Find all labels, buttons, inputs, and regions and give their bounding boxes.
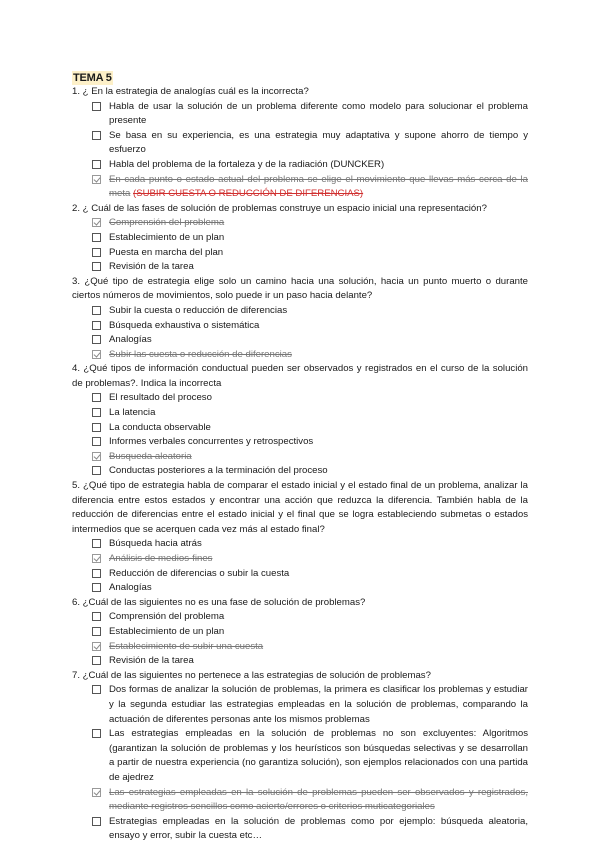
checkbox-icon[interactable] <box>92 466 101 475</box>
answer-option[interactable] <box>92 100 528 129</box>
option-text-wrap <box>109 815 528 844</box>
option-text-wrap <box>109 640 528 655</box>
options-list <box>92 537 528 595</box>
checkbox-icon[interactable] <box>92 393 101 402</box>
option-text-wrap <box>109 567 528 582</box>
answer-option[interactable] <box>92 552 528 567</box>
option-text: El resultado del proceso <box>109 392 212 404</box>
answer-option[interactable] <box>92 786 528 815</box>
checked-checkbox-icon[interactable] <box>92 642 101 651</box>
option-text: Subir las cuesta o reducción de diferencias <box>109 348 292 360</box>
checkbox-icon[interactable] <box>92 729 101 738</box>
answer-option[interactable] <box>92 435 528 450</box>
answer-option[interactable] <box>92 216 528 231</box>
answer-option[interactable] <box>92 231 528 246</box>
checkbox-icon[interactable] <box>92 408 101 417</box>
option-text: Estrategias empleadas en la solución de problemas como por ejemplo: búsqueda aleatoria, ensayo y error, subir la cuesta etc… <box>109 815 528 842</box>
answer-option[interactable] <box>92 319 528 334</box>
option-text: Busqueda aleatoria <box>109 450 192 462</box>
option-text: Se basa en su experiencia, es una estrategia muy adaptativa y supone ahorro de tiempo y esfuerzo <box>109 129 528 156</box>
option-text-wrap <box>109 552 528 567</box>
answer-option[interactable] <box>92 640 528 655</box>
option-text-wrap <box>109 581 528 596</box>
checked-checkbox-icon[interactable] <box>92 218 101 227</box>
answer-option[interactable] <box>92 406 528 421</box>
option-text: Dos formas de analizar la solución de problemas, la primera es clasificar los problemas y estudiar y la segunda estudiar las estrategias empleadas en la solución de problemas, comparando la actuación de diferentes personas ante los mismos problemas <box>109 684 528 725</box>
option-text: Reducción de diferencias o subir la cuesta <box>109 567 290 579</box>
option-text-wrap <box>109 348 528 363</box>
option-text-wrap <box>109 319 528 334</box>
checkbox-icon[interactable] <box>92 612 101 621</box>
answer-note: (SUBIR CUESTA O REDUCCIÓN DE DIFERENCIAS) <box>133 188 364 200</box>
checkbox-icon[interactable] <box>92 306 101 315</box>
option-text: Subir la cuesta o reducción de diferencias <box>109 304 288 316</box>
checkbox-icon[interactable] <box>92 685 101 694</box>
checked-checkbox-icon[interactable] <box>92 452 101 461</box>
option-text: Establecimiento de un plan <box>109 231 225 243</box>
answer-option[interactable] <box>92 450 528 465</box>
question-3: 3. ¿Qué tipo de estrategia elige solo un camino hacia una solución, hacia un punto muerto o durante ciertos números de movimientos, solo puede ir un paso hacia delante? <box>72 275 528 302</box>
option-text-wrap <box>109 421 528 436</box>
answer-option[interactable] <box>92 567 528 582</box>
option-text-wrap <box>109 625 528 640</box>
option-text-wrap <box>109 786 528 815</box>
option-text: Búsqueda exhaustiva o sistemática <box>109 319 260 331</box>
answer-option[interactable] <box>92 683 528 727</box>
option-text: Las estrategias empleadas en la solución de problemas pueden ser observados y registrados, mediante registros sencillos como acierto/errores o criterios muticategoriales <box>109 786 528 813</box>
checkbox-icon[interactable] <box>92 583 101 592</box>
answer-option[interactable] <box>92 260 528 275</box>
option-text: Analogías <box>109 334 152 346</box>
option-text: Las estrategias empleadas en la solución de problemas no son excluyentes: Algoritmos (garantizan la solución de problemas y los heurísticos son búsquedas selectivas y se desarrollan a partir de nuestra experiencia (no garantiza solución), son ejemplos relacionados con una partida de ajedrez <box>109 728 528 783</box>
option-text-wrap <box>109 391 528 406</box>
checkbox-icon[interactable] <box>92 160 101 169</box>
option-text-wrap <box>109 406 528 421</box>
option-text-wrap <box>109 100 528 129</box>
options-list <box>92 304 528 362</box>
option-text-wrap <box>109 260 528 275</box>
checkbox-icon[interactable] <box>92 248 101 257</box>
option-text-wrap <box>109 654 528 669</box>
option-text-wrap <box>109 464 528 479</box>
checkbox-icon[interactable] <box>92 569 101 578</box>
option-text: Habla de usar la solución de un problema diferente como modelo para solucionar el problema presente <box>109 100 528 127</box>
checkbox-icon[interactable] <box>92 656 101 665</box>
question-2: 2. ¿ Cuál de las fases de solución de problemas construye un espacio inicial una representación? <box>72 202 487 214</box>
checked-checkbox-icon[interactable] <box>92 788 101 797</box>
answer-option[interactable] <box>92 333 528 348</box>
options-list <box>92 683 528 844</box>
answer-option[interactable] <box>92 421 528 436</box>
option-text: La conducta observable <box>109 421 211 433</box>
option-text: Revisión de la tarea <box>109 261 194 273</box>
option-text: Revisión de la tarea <box>109 655 194 667</box>
option-text: Establecimiento de un plan <box>109 625 225 637</box>
answer-option[interactable] <box>92 348 528 363</box>
answer-option[interactable] <box>92 581 528 596</box>
answer-option[interactable] <box>92 727 528 785</box>
checked-checkbox-icon[interactable] <box>92 175 101 184</box>
option-text-wrap <box>109 537 528 552</box>
option-text-wrap <box>109 129 528 158</box>
answer-option[interactable] <box>92 391 528 406</box>
checkbox-icon[interactable] <box>92 437 101 446</box>
option-text-wrap <box>109 683 528 727</box>
option-text: Búsqueda hacia atrás <box>109 538 202 550</box>
checkbox-icon[interactable] <box>92 539 101 548</box>
options-list <box>92 610 528 668</box>
option-text: Análisis de medios-fines <box>109 553 213 564</box>
checkbox-icon[interactable] <box>92 335 101 344</box>
option-text: Habla del problema de la fortaleza y de la radiación (DUNCKER) <box>109 158 385 170</box>
option-text-wrap <box>109 304 528 319</box>
answer-option[interactable] <box>92 246 528 261</box>
options-list <box>92 100 528 202</box>
answer-option[interactable] <box>92 625 528 640</box>
answer-option[interactable] <box>92 129 528 158</box>
option-text-wrap <box>109 450 528 465</box>
checkbox-icon[interactable] <box>92 817 101 826</box>
option-text-wrap <box>109 216 528 231</box>
checked-checkbox-icon[interactable] <box>92 350 101 359</box>
option-text-wrap <box>109 158 528 173</box>
option-text-wrap <box>109 246 528 261</box>
question-1: 1. ¿ En la estrategia de analogías cuál es la incorrecta? <box>72 86 309 97</box>
option-text-wrap <box>109 333 528 348</box>
checked-checkbox-icon[interactable] <box>92 554 101 563</box>
question-6: 6. ¿Cuál de las siguientes no es una fase de solución de problemas? <box>72 596 366 608</box>
options-list <box>92 391 528 479</box>
answer-option[interactable] <box>92 610 528 625</box>
option-text-wrap <box>109 173 528 202</box>
option-text-wrap <box>109 727 528 785</box>
answer-option[interactable] <box>92 158 528 173</box>
question-4: 4. ¿Qué tipos de información conductual pueden ser observados y registrados en el curso de la solución de problemas?. Indica la incorrecta <box>72 363 528 389</box>
option-text: Analogías <box>109 582 152 594</box>
checkbox-icon[interactable] <box>92 102 101 111</box>
question-list <box>72 85 528 844</box>
option-text: Comprensión del problema <box>109 611 225 623</box>
option-text-wrap <box>109 231 528 246</box>
answer-option[interactable] <box>92 304 528 319</box>
section-title: TEMA 5 <box>73 72 112 84</box>
options-list <box>92 216 528 274</box>
answer-option[interactable] <box>92 464 528 479</box>
question-5: 5. ¿Qué tipo de estrategia habla de comparar el estado inicial y el estado final de un problema, analizar la diferencia entre estos estados y encontrar una acción que reduzca la diferencia. También habla de la reducción de diferencias entre el estado inicial y el final que se logra estableciendo submetas o estados intermedios que se acerquen cada vez más al estado final? <box>72 480 528 535</box>
option-text: Conductas posteriores a la terminación del proceso <box>109 465 328 477</box>
checkbox-icon[interactable] <box>92 423 101 432</box>
option-text: Establecimiento de subir una cuesta <box>109 640 264 652</box>
answer-option[interactable] <box>92 537 528 552</box>
option-text: Informes verbales concurrentes y retrospectivos <box>109 436 314 448</box>
option-text-wrap <box>109 610 528 625</box>
checkbox-icon[interactable] <box>92 627 101 636</box>
option-text-wrap <box>109 435 528 450</box>
option-text: Puesta en marcha del plan <box>109 246 224 258</box>
answer-option[interactable] <box>92 815 528 844</box>
question-7: 7. ¿Cuál de las siguientes no pertenece a las estrategias de solución de problemas? <box>72 669 431 681</box>
document-page <box>72 71 528 844</box>
checkbox-icon[interactable] <box>92 321 101 330</box>
option-text: En cada punto o estado actual del problema se elige el movimiento que llevas más cerca de la meta <box>109 173 528 200</box>
answer-option[interactable] <box>92 654 528 669</box>
checkbox-icon[interactable] <box>92 131 101 140</box>
option-text: Comprensión del problema <box>109 217 225 229</box>
answer-option[interactable] <box>92 173 528 202</box>
checkbox-icon[interactable] <box>92 233 101 242</box>
checkbox-icon[interactable] <box>92 262 101 271</box>
option-text: La latencia <box>109 407 156 419</box>
